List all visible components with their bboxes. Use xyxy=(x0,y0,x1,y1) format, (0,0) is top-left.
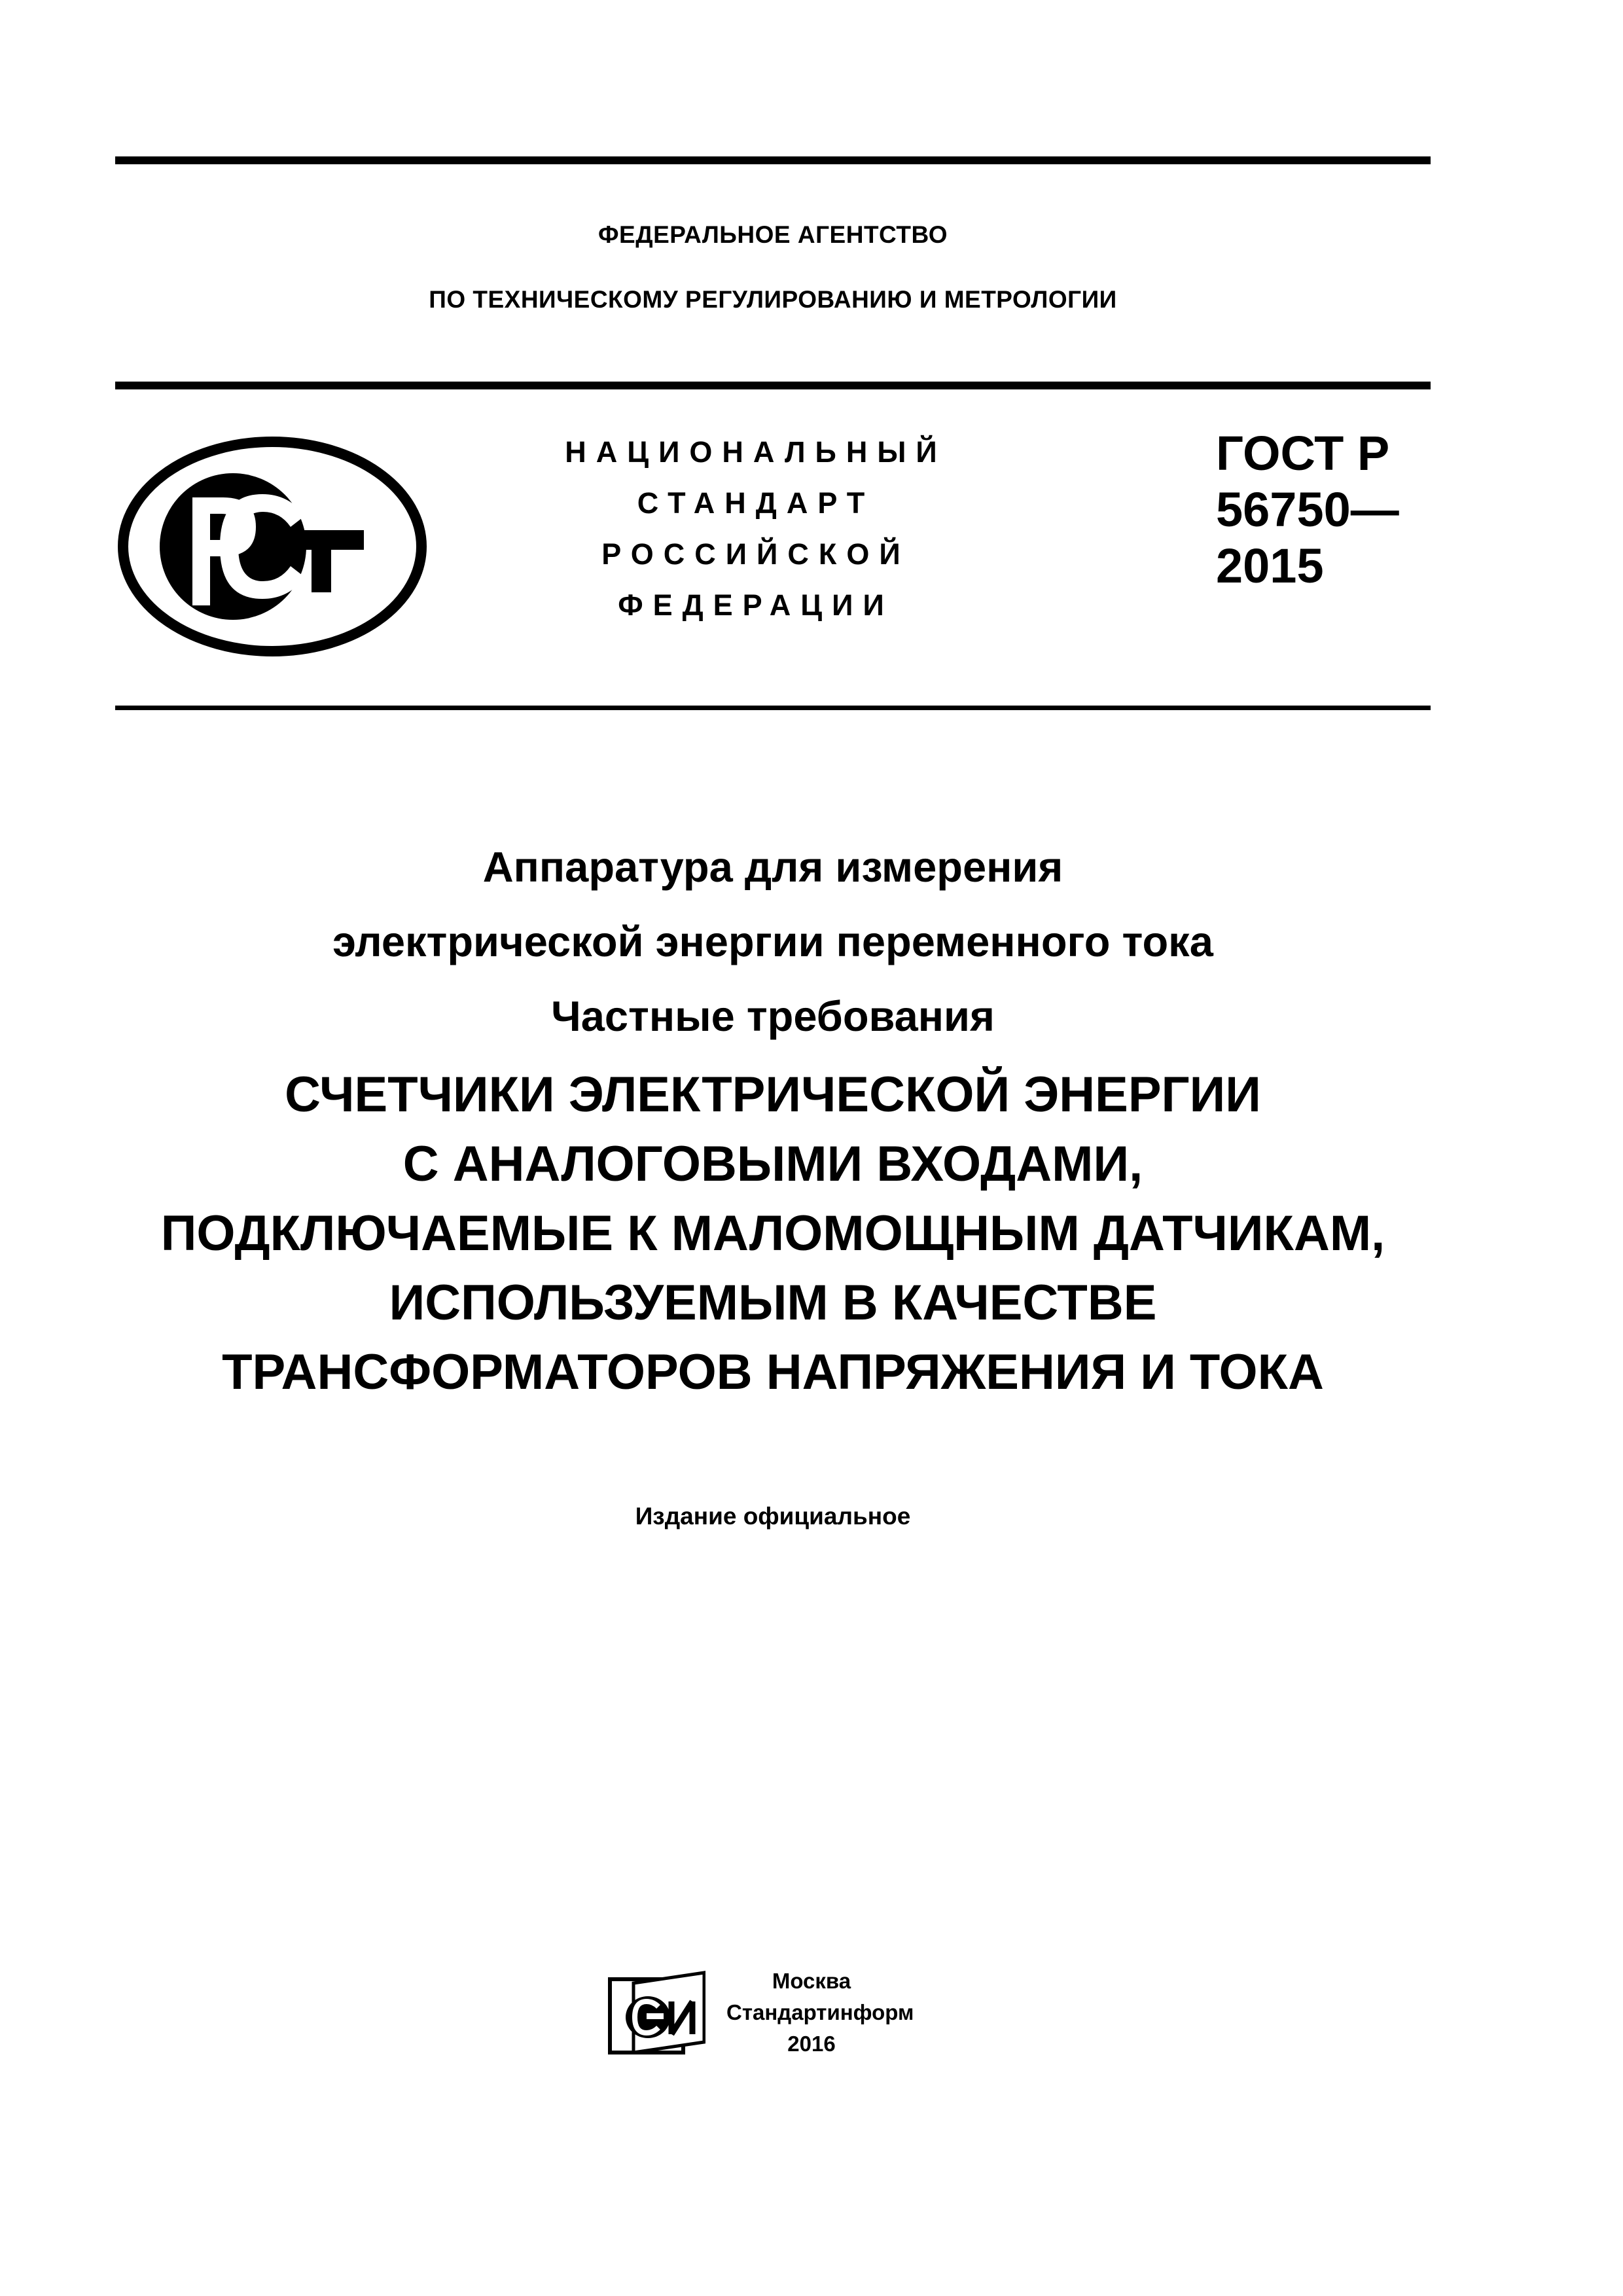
publisher-block xyxy=(726,1965,914,2060)
national-line-3: РОССИЙСКОЙ xyxy=(601,537,910,571)
document-title xyxy=(115,1060,1431,1407)
agency-line-1: ФЕДЕРАЛЬНОЕ АГЕНТСТВО xyxy=(597,221,948,248)
agency-line-2: ПО ТЕХНИЧЕСКОМУ РЕГУЛИРОВАНИЮ И МЕТРОЛОГИИ xyxy=(429,286,1117,313)
subtitle-line-1: Аппаратура для измерения xyxy=(482,843,1063,891)
national-line-2: СТАНДАРТ xyxy=(637,486,875,520)
document-subtitle xyxy=(115,830,1431,1054)
publisher-city: Москва xyxy=(772,1969,851,1993)
title-line-4: ИСПОЛЬЗУЕМЫМ В КАЧЕСТВЕ xyxy=(389,1275,1157,1331)
national-line-4: ФЕДЕРАЦИИ xyxy=(618,588,894,622)
publisher-year: 2016 xyxy=(787,2032,836,2056)
top-rule xyxy=(115,156,1431,164)
gost-line-3: 2015 xyxy=(1216,539,1324,593)
national-line-1: НАЦИОНАЛЬНЫЙ xyxy=(565,435,947,469)
gost-number xyxy=(1216,425,1432,594)
title-line-5: ТРАНСФОРМАТОРОВ НАПРЯЖЕНИЯ И ТОКА xyxy=(222,1344,1324,1400)
subtitle-line-2: электрической энергии переменного тока xyxy=(332,918,1213,965)
standartinform-logo xyxy=(607,1970,705,2055)
title-line-3: ПОДКЛЮЧАЕМЫЕ К МАЛОМОЩНЫМ ДАТЧИКАМ, xyxy=(160,1206,1385,1261)
title-line-2: С АНАЛОГОВЫМИ ВХОДАМИ, xyxy=(402,1136,1143,1192)
lower-rule xyxy=(115,706,1431,710)
national-standard-label xyxy=(497,427,1014,631)
gost-line-1: ГОСТ Р xyxy=(1216,426,1390,480)
gost-line-2: 56750— xyxy=(1216,482,1399,537)
publisher-name: Стандартинформ xyxy=(726,2000,914,2024)
middle-rule xyxy=(115,382,1431,389)
subtitle-line-3: Частные требования xyxy=(551,992,995,1040)
title-line-1: СЧЕТЧИКИ ЭЛЕКТРИЧЕСКОЙ ЭНЕРГИИ xyxy=(285,1067,1261,1122)
edition-label: Издание официальное xyxy=(635,1503,911,1530)
rst-gost-logo xyxy=(115,432,429,661)
